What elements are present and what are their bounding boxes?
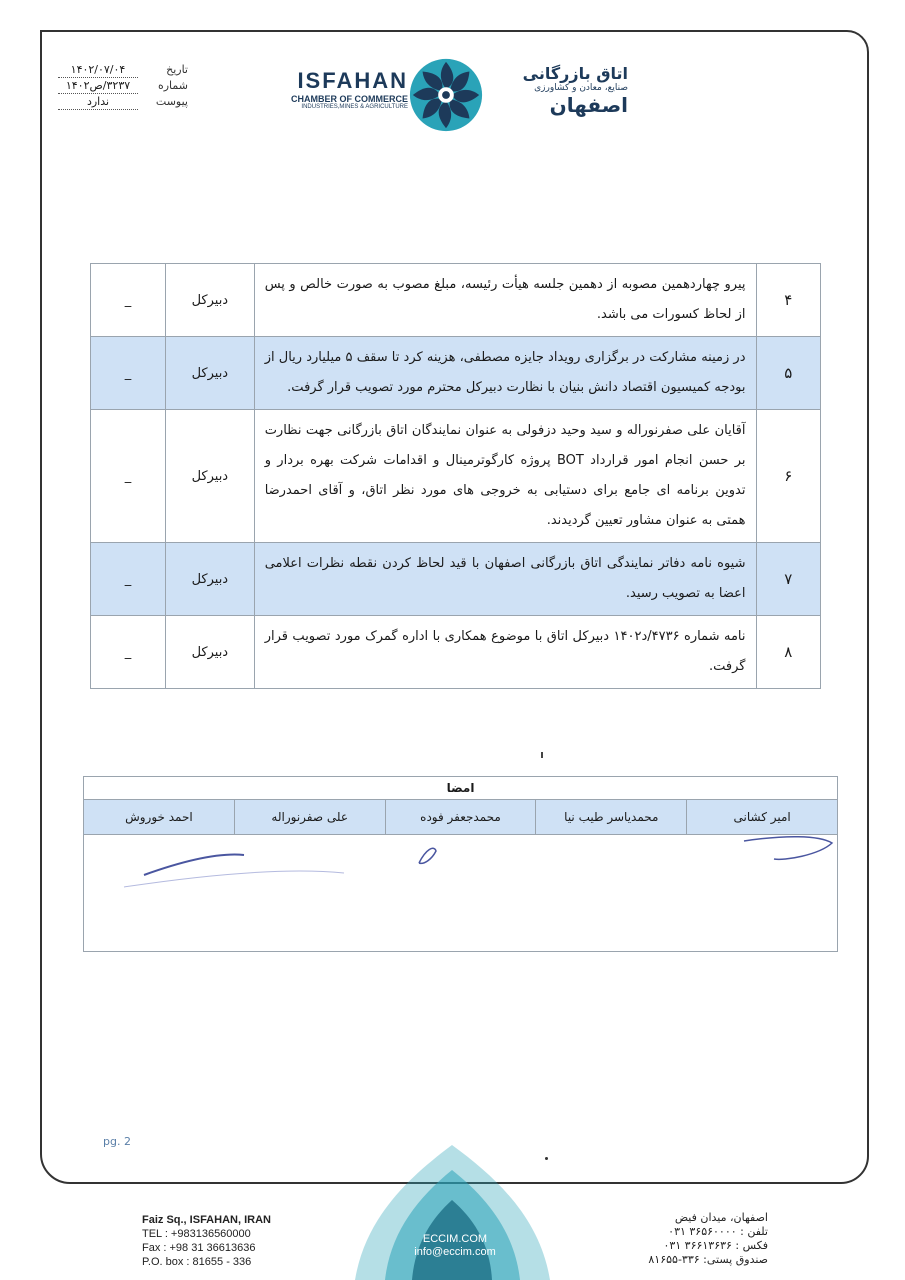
row-owner: دبیرکل <box>165 410 254 543</box>
logo-en-title: ISFAHAN <box>297 68 408 93</box>
row-number: ۵ <box>756 337 821 410</box>
signatory-names <box>84 800 837 835</box>
logo-en-subtitle: CHAMBER OF COMMERCE <box>291 94 408 104</box>
resolutions-table <box>90 263 821 689</box>
row-number: ۷ <box>756 543 821 616</box>
attachment-value: ندارد <box>58 94 138 110</box>
page-number: pg. 2 <box>103 1135 131 1148</box>
row-owner: دبیرکل <box>165 543 254 616</box>
signatory-name: محمدیاسر طیب نیا <box>535 800 686 834</box>
footer-address-en: Faiz Sq., ISFAHAN, IRAN <box>142 1214 271 1226</box>
letter-meta <box>58 62 188 110</box>
signatory-name: امیر کشانی <box>686 800 837 834</box>
footer-tel-en: TEL : +983136560000 <box>142 1228 251 1240</box>
table-row <box>91 616 821 689</box>
footer-fax-fa: فکس : ۳۶۶۱۳۶۳۶ ۰۳۱ <box>663 1239 768 1252</box>
row-status: _ <box>91 616 166 689</box>
table-row <box>91 337 821 410</box>
footer-contact-persian <box>628 1211 768 1267</box>
footer-tel-fa: تلفن : ۳۶۵۶۰۰۰۰ ۰۳۱ <box>668 1225 768 1238</box>
row-description: در زمینه مشارکت در برگزاری رویداد جایزه مصطفی، هزینه کرد تا سقف ۵ میلیارد ریال از بودجه کمیسیون اقتصاد دانش بنیان با نظارت دبیرکل محترم مورد تصویب قرار گرفت. <box>254 337 756 410</box>
attachment-label: پیوست <box>155 95 188 108</box>
signature-table <box>83 776 838 952</box>
date-label: تاریخ <box>166 63 188 76</box>
footer-fax-en: Fax : +98 31 36613636 <box>142 1242 256 1254</box>
footer-pobox-fa: صندوق پستی: ۳۳۶-۸۱۶۵۵ <box>648 1253 768 1266</box>
logo-fa-subtitle: صنایع، معادن و کشاورزی <box>534 83 628 93</box>
row-number: ۴ <box>756 264 821 337</box>
number-value: ۳۲۳۷/ص۱۴۰۲ <box>58 78 138 94</box>
row-status: _ <box>91 410 166 543</box>
row-description: پیرو چهاردهمین مصوبه از دهمین جلسه هیأت رئیسه، مبلغ مصوب به صورت خالص و پس از لحاظ کسورات می باشد. <box>254 264 756 337</box>
footer-address-fa: اصفهان، میدان فیض <box>674 1211 768 1224</box>
footer-site[interactable]: ECCIM.COM <box>422 1233 488 1245</box>
table-row <box>91 543 821 616</box>
signatory-name: علی صفرنوراله <box>234 800 385 834</box>
row-owner: دبیرکل <box>165 337 254 410</box>
table-row <box>91 410 821 543</box>
mark-tick <box>541 752 543 758</box>
logo-english <box>278 68 408 110</box>
signatory-name: محمدجعفر فوده <box>385 800 536 834</box>
table-row <box>91 264 821 337</box>
footer-contact-english <box>142 1213 271 1269</box>
date-value: ۱۴۰۲/۰۷/۰۴ <box>58 62 138 78</box>
row-status: _ <box>91 337 166 410</box>
logo-persian <box>488 64 628 117</box>
row-number: ۶ <box>756 410 821 543</box>
signature-title: امضا <box>84 777 837 800</box>
chamber-emblem-icon <box>407 56 485 134</box>
row-description: نامه شماره ۴۷۳۶/د۱۴۰۲ دبیرکل اتاق با موضوع همکاری با اداره گمرک مورد تصویب قرار گرفت. <box>254 616 756 689</box>
handwritten-signatures <box>84 835 837 951</box>
footer-pobox-en: P.O. box : 81655 - 336 <box>142 1256 252 1268</box>
footer-emblem-icon <box>320 1140 585 1280</box>
footer-email[interactable]: info@eccim.com <box>414 1246 496 1258</box>
logo-en-small: INDUSTRIES,MINES & AGRICULTURE <box>301 104 408 110</box>
row-owner: دبیرکل <box>165 616 254 689</box>
footer-web <box>405 1233 505 1259</box>
row-description: آقایان علی صفرنوراله و سید وحید دزفولی به عنوان نمایندگان اتاق بازرگانی جهت نظارت بر حسن انجام امور قرارداد BOT پروژه کارگوترمینال و اقدامات شرکت بهره بردار و تدوین برنامه ای جامع برای دستیابی به خروجی های مورد نظر اتاق، و آقای احمدرضا همتی به عنوان مشاور تعیین گردیدند. <box>254 410 756 543</box>
signatory-name: احمد خوروش <box>125 810 193 824</box>
logo-fa-city: اصفهان <box>549 93 628 117</box>
logo-fa-title: اتاق بازرگانی <box>522 64 628 83</box>
row-description: شیوه نامه دفاتر نمایندگی اتاق بازرگانی اصفهان با قید لحاظ کردن نقطه نظرات اعلامی اعضا به تصویب رسید. <box>254 543 756 616</box>
row-status: _ <box>91 264 166 337</box>
signature-area <box>84 835 837 951</box>
row-status: _ <box>91 543 166 616</box>
number-label: شماره <box>157 79 188 92</box>
row-owner: دبیرکل <box>165 264 254 337</box>
row-number: ۸ <box>756 616 821 689</box>
